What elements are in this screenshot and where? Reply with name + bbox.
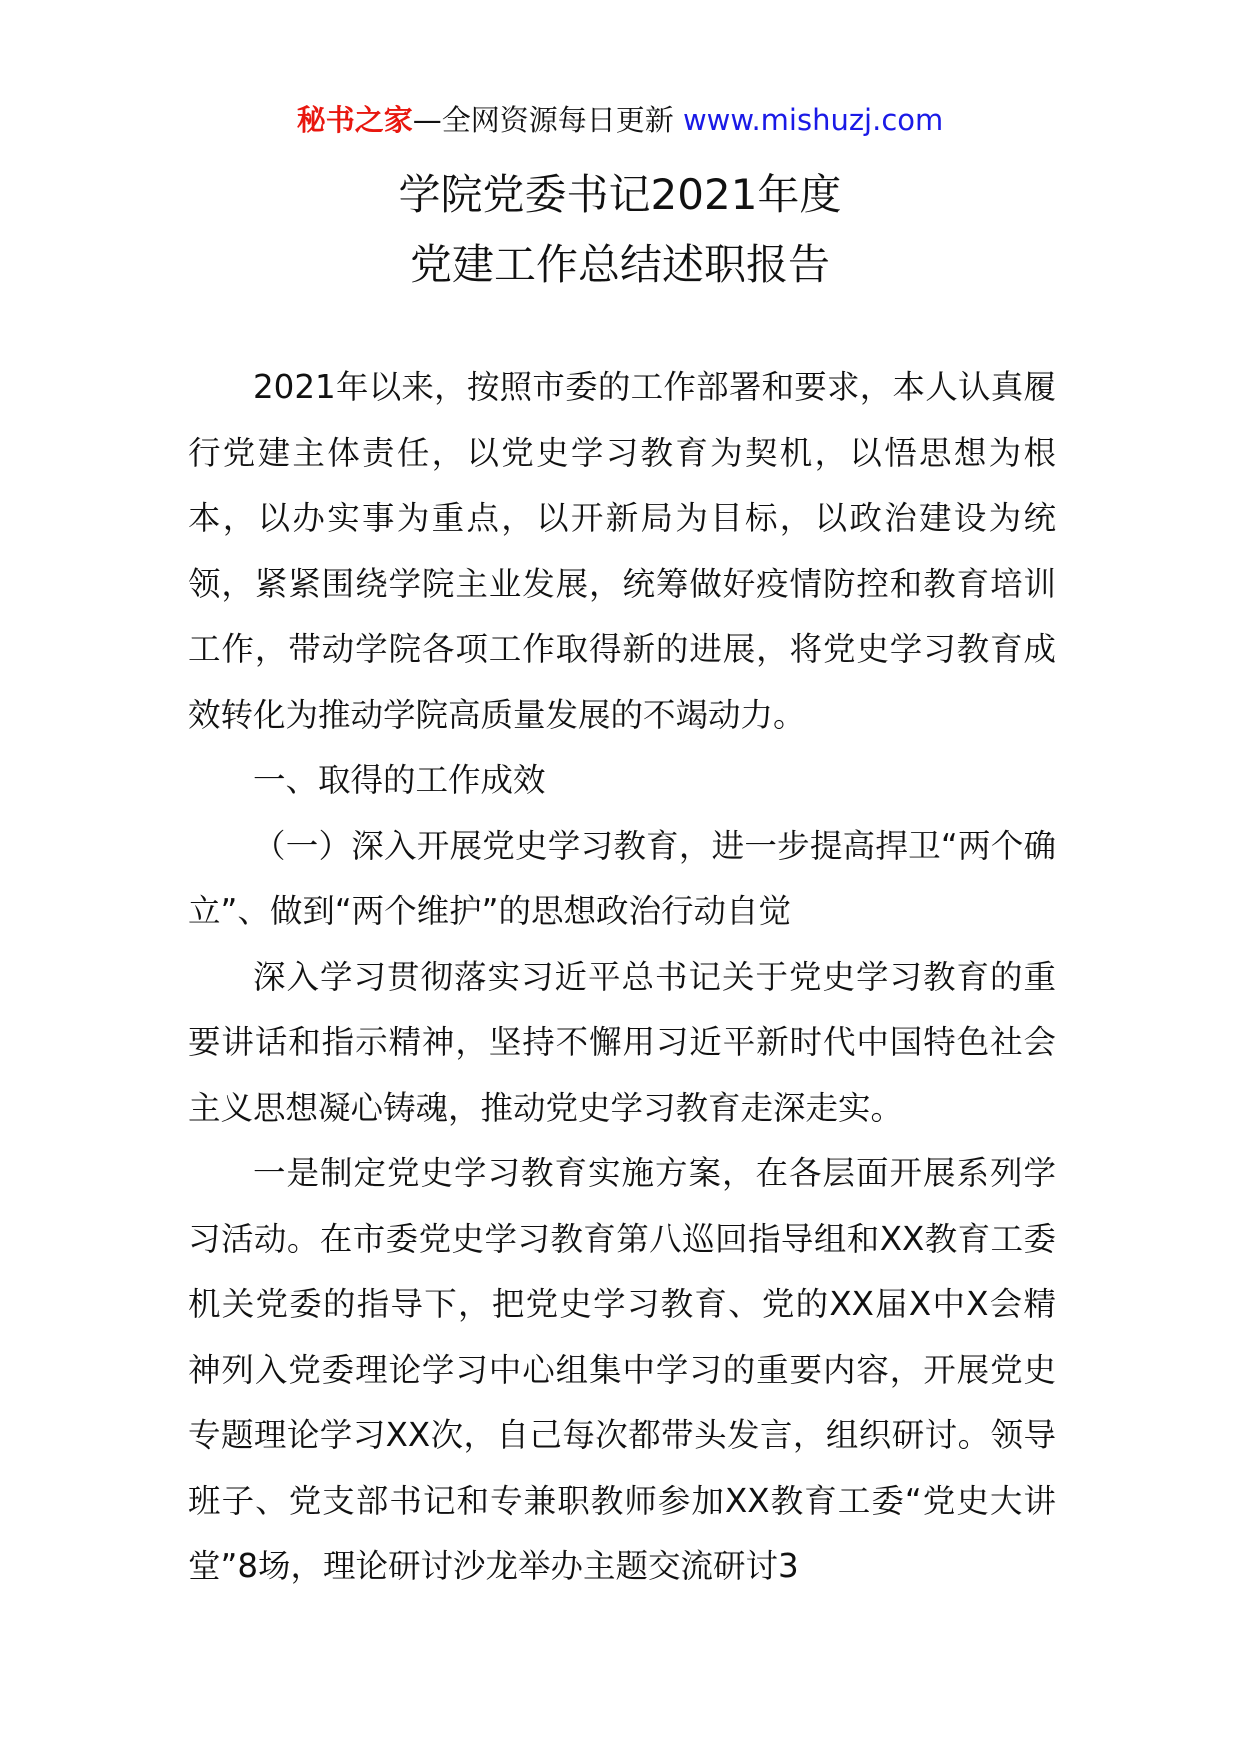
site-url-link[interactable]: www.mishuzj.com: [682, 103, 944, 137]
document-title: [0, 160, 1240, 300]
brand-name: 秘书之家: [296, 103, 413, 137]
title-line-1: 学院党委书记2021年度: [398, 170, 842, 219]
paragraph-intro: 2021年以来，按照市委的工作部署和要求，本人认真履行党建主体责任，以党史学习教育为契机，以悟思想为根本，以办实事为重点，以开新局为目标，以政治建设为统领，紧紧围绕学院主业发展，统筹做好疫情防控和教育培训工作，带动学院各项工作取得新的进展，将党史学习教育成效转化为推动学院高质量发展的不竭动力。: [188, 368, 1056, 734]
document-body: [188, 355, 1056, 1600]
paragraph-point-1: 一是制定党史学习教育实施方案，在各层面开展系列学习活动。在市委党史学习教育第八巡回指导组和XX教育工委机关党委的指导下，把党史学习教育、党的XX届X中X会精神列入党委理论学习中心组集中学习的重要内容，开展党史专题理论学习XX次，自己每次都带头发言，组织研讨。领导班子、党支部书记和专兼职教师参加XX教育工委“党史大讲堂”8场，理论研讨沙龙举办主题交流研讨3: [188, 1154, 1056, 1585]
title-line-2: 党建工作总结述职报告: [409, 240, 830, 289]
section-heading-1: 一、取得的工作成效: [253, 761, 546, 799]
brand-slogan: —全网资源每日更新: [412, 103, 674, 137]
site-header: [0, 100, 1240, 140]
subsection-heading-1: （一）深入开展党史学习教育，进一步提高捍卫“两个确立”、做到“两个维护”的思想政治行动自觉: [188, 826, 1056, 930]
paragraph-subsection-intro: 深入学习贯彻落实习近平总书记关于党史学习教育的重要讲话和指示精神，坚持不懈用习近平新时代中国特色社会主义思想凝心铸魂，推动党史学习教育走深走实。: [188, 957, 1056, 1127]
